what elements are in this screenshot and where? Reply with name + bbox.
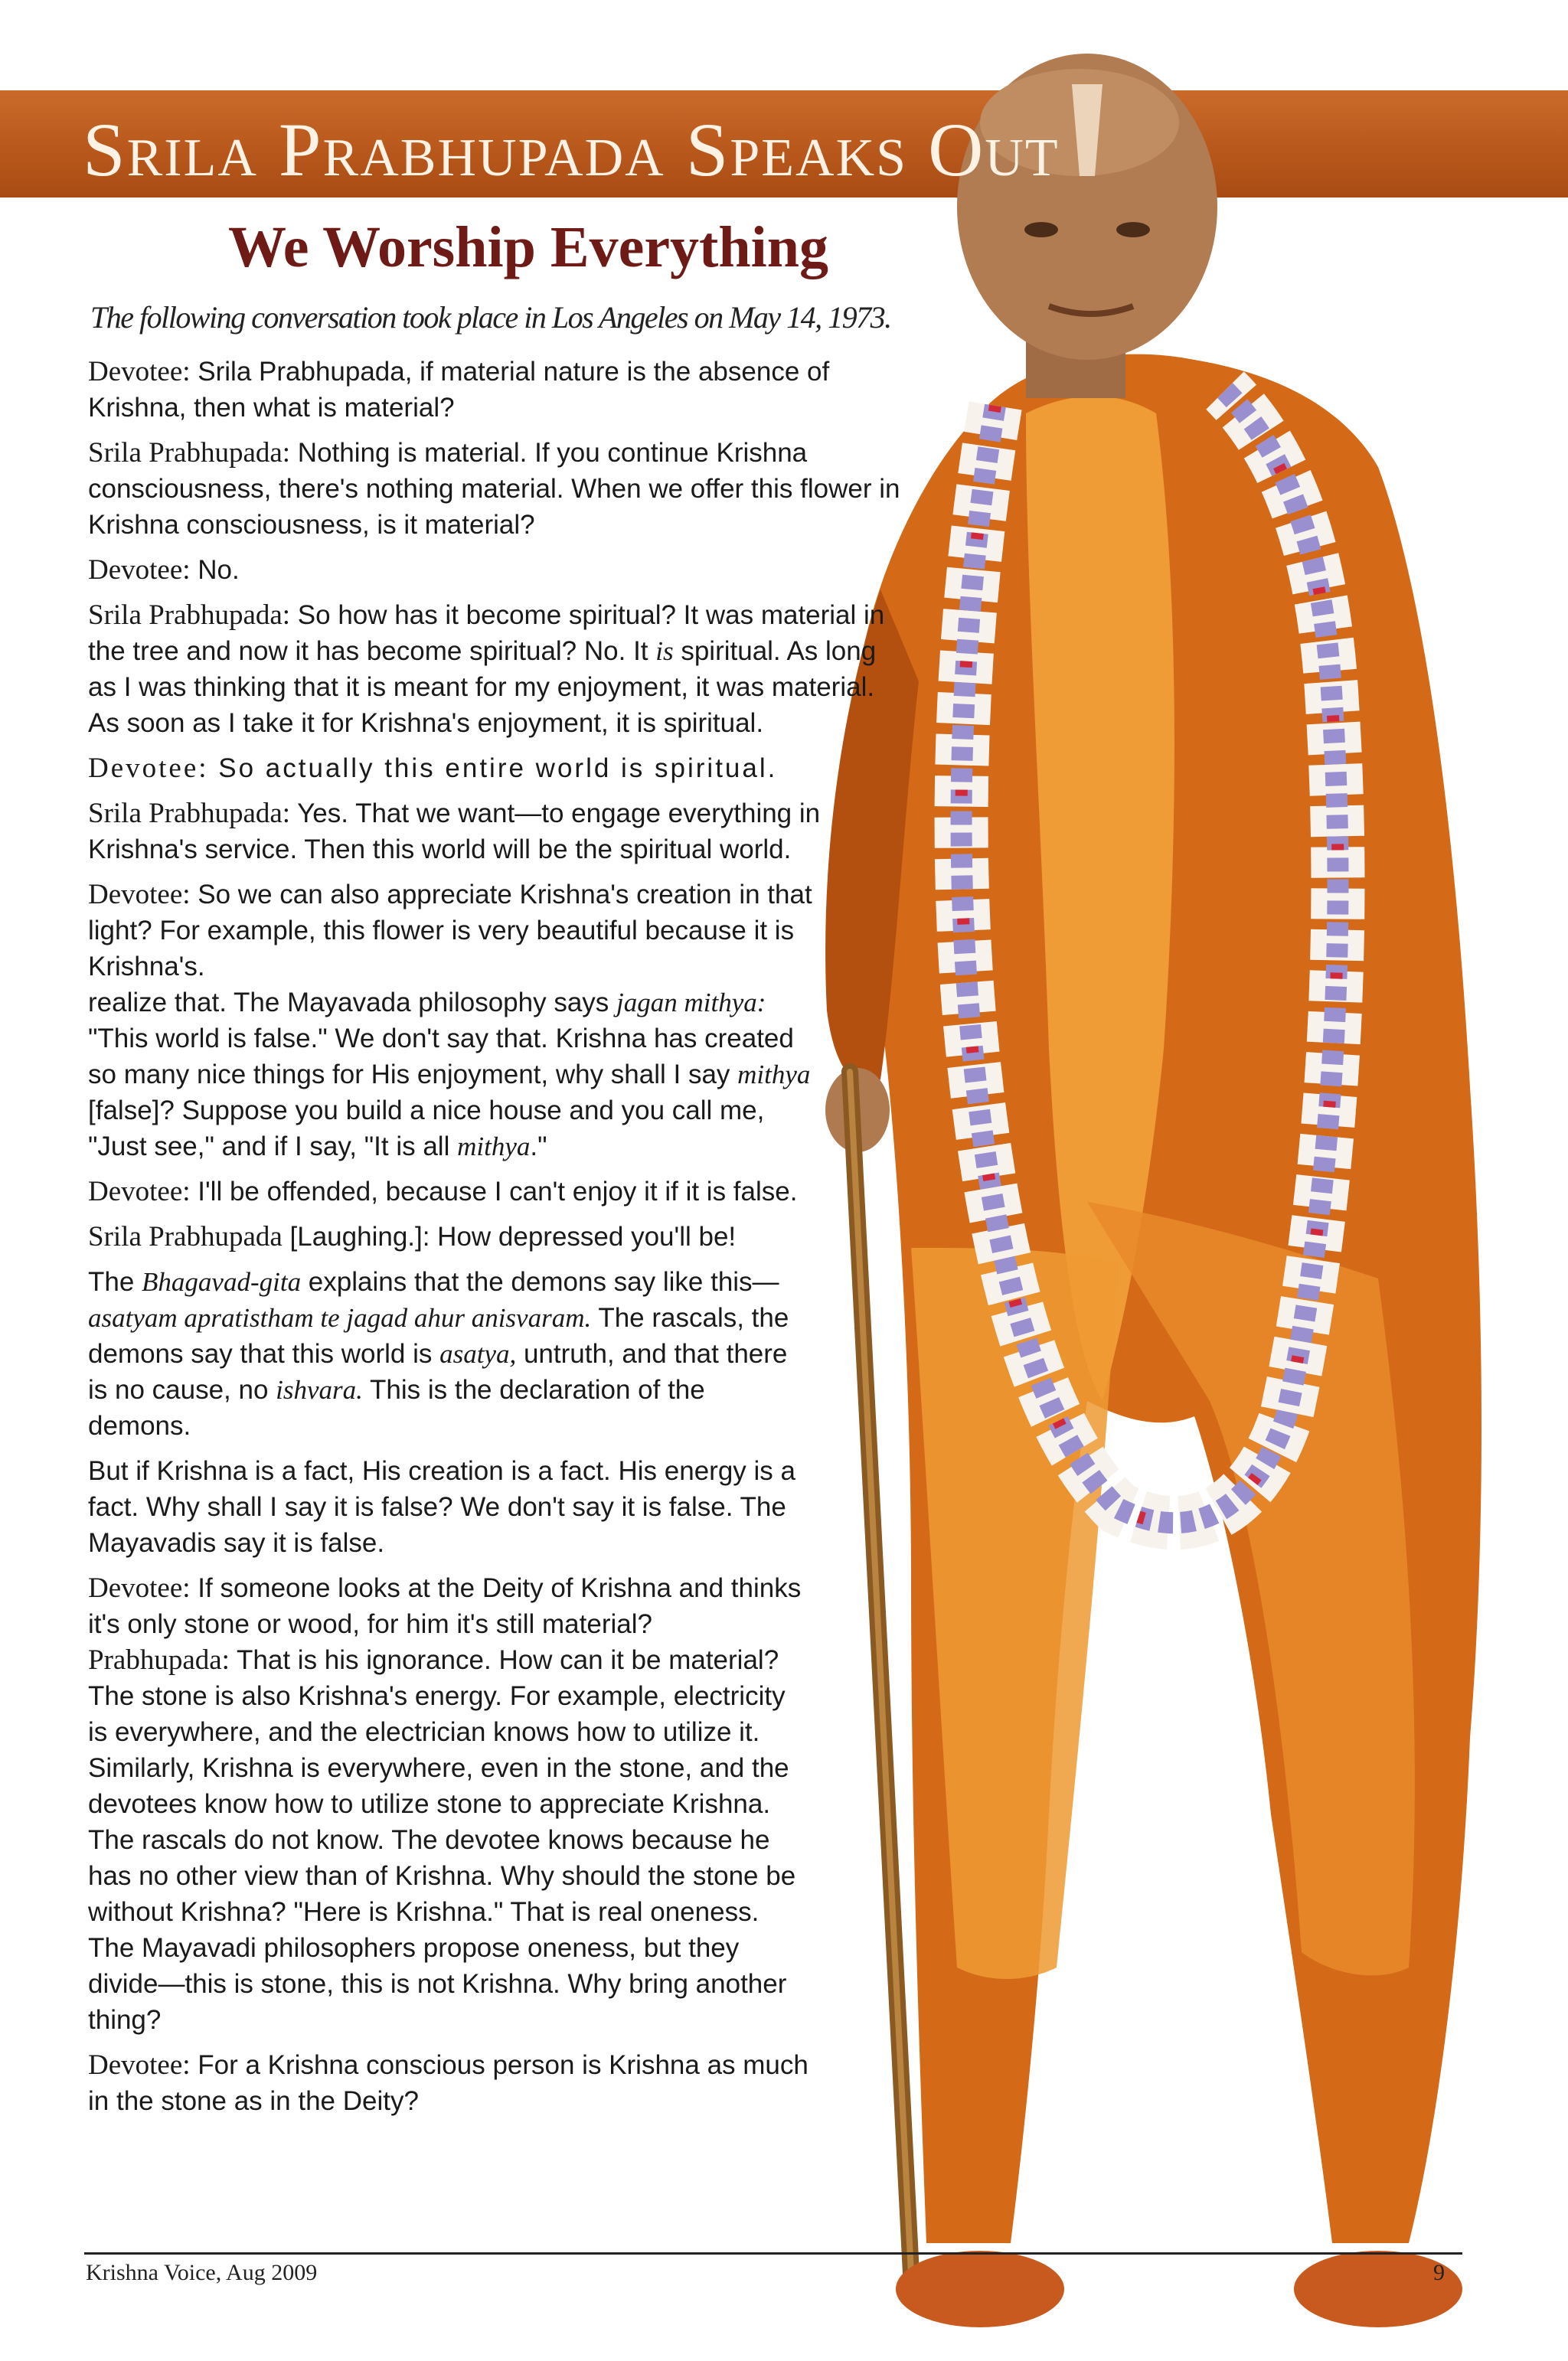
paragraph: Srila Prabhupada: Yes. That we want—to engage everything in Krishna's service. Then this world will be the spiritual world. bbox=[88, 798, 821, 864]
paragraph: Srila Prabhupada: Nothing is material. If you continue Krishna consciousness, there's nothing material. When we offer this flower in Krishna consciousness, is it material? bbox=[88, 437, 900, 540]
speaker-label: Srila Prabhupada: bbox=[88, 798, 291, 829]
paragraph: Devotee: Srila Prabhupada, if material nature is the absence of Krishna, then what is material? bbox=[88, 356, 830, 423]
page-number: 9 bbox=[1433, 2260, 1445, 2285]
speaker-label: Devotee: bbox=[88, 879, 191, 910]
paragraph: Devotee: If someone looks at the Deity of Krishna and thinks it's only stone or wood, for him it's still material? Prabhupada: That is his ignorance. How can it be material? The stone is also Krishna's energy. For example, electricity is everywhere, and the electrician knows how to utilize it. Similarly, Krishna is everywhere, even in the stone, and the devotees know how to utilize stone to appreciate Krishna. The rascals do not know. The devotee knows because he has no other view than of Krishna. Why should the stone be without Krishna? "Here is Krishna." That is real oneness. The Mayavadi philosophers propose oneness, but they divide—this is stone, this is not Krishna. Why bring another thing? bbox=[88, 1572, 802, 2035]
speaker-label: Devotee: bbox=[88, 753, 209, 784]
speaker-label: Devotee: bbox=[88, 554, 191, 586]
speaker-label: Devotee: bbox=[88, 1176, 191, 1207]
footer-magazine: Krishna Voice, Aug 2009 bbox=[86, 2260, 318, 2285]
speaker-label: Srila Prabhupada bbox=[88, 1221, 283, 1252]
paragraph: Devotee: So we can also appreciate Krishna's creation in that light? For example, this flower is very beautiful because it is Krishna's. realize that. The Mayavada philosophy says jagan mithya: "This world is false." We don't say that. Krishna has created so many nice things for His enjoyment, why shall I say mithya [false]? Suppose you build a nice house and you call me, "Just see," and if I say, "It is all mithya." bbox=[88, 879, 812, 1161]
speaker-label: Devotee: bbox=[88, 1572, 191, 1604]
speaker-label: Srila Prabhupada: bbox=[88, 599, 291, 631]
article-headline: We Worship Everything bbox=[227, 215, 829, 279]
speaker-label: Devotee: bbox=[88, 356, 191, 387]
paragraph: Devotee: No. bbox=[88, 554, 240, 586]
speaker-label: Devotee: bbox=[88, 2049, 191, 2081]
article-body bbox=[88, 354, 919, 2128]
paragraph: The Bhagavad-gita explains that the demons say like this—asatyam apratistham te jagad ahur anisvaram. The rascals, the demons say that this world is asatya, untruth, and that there is no cause, no ishvara. This is the declaration of the demons. bbox=[88, 1267, 789, 1441]
paragraph: But if Krishna is a fact, His creation is a fact. His energy is a fact. Why shall I say it is false? We don't say it is false. The Mayavadis say it is false. bbox=[88, 1456, 795, 1558]
paragraph: Srila Prabhupada: So how has it become spiritual? It was material in the tree and now it has become spiritual? No. It is spiritual. As long as I was thinking that it is meant for my enjoyment, it was material. As soon as I take it for Krishna's enjoyment, it is spiritual. bbox=[88, 599, 885, 738]
speaker-label: Prabhupada: bbox=[88, 1644, 230, 1676]
section-title: Srila Prabhupada Speaks Out bbox=[83, 107, 1060, 192]
paragraph: Devotee: So actually this entire world is spiritual. bbox=[88, 753, 778, 784]
paragraph: Devotee: For a Krishna conscious person is Krishna as much in the stone as in the Deity? bbox=[88, 2049, 808, 2116]
paragraph: Srila Prabhupada [Laughing.]: How depressed you'll be! bbox=[88, 1221, 737, 1252]
speaker-label: Srila Prabhupada: bbox=[88, 437, 291, 469]
footer-divider bbox=[84, 2252, 1462, 2255]
article-intro: The following conversation took place in Los Angeles on May 14, 1973. bbox=[90, 300, 891, 335]
paragraph: Devotee: I'll be offended, because I can't enjoy it if it is false. bbox=[88, 1176, 798, 1207]
